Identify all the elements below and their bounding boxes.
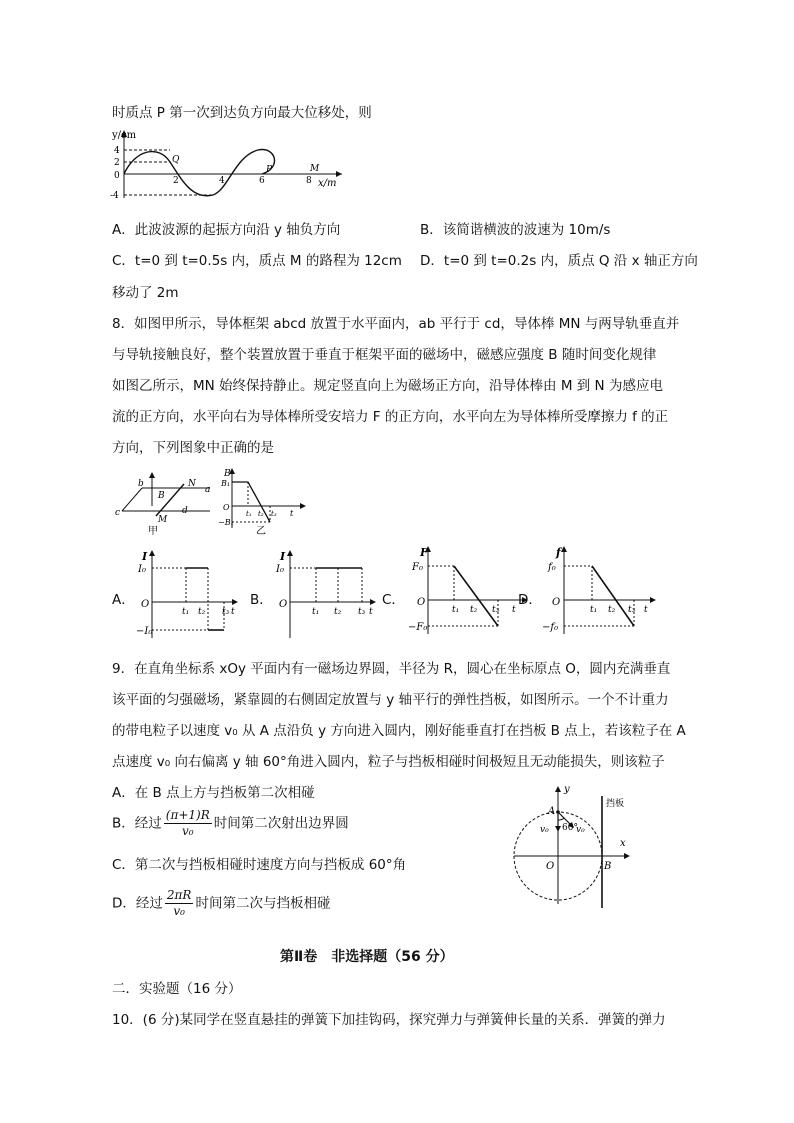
svg-text:t₃: t₃: [222, 607, 230, 617]
q9-line: 该平面的匀强磁场，紧靠圆的右侧固定放置与 y 轴平行的弹性挡板，如图所示。一个不计重力: [112, 692, 669, 708]
y-tick: 2: [114, 158, 120, 168]
q8-choice-d-letter: D．: [518, 592, 542, 608]
figure-yi: [218, 466, 308, 538]
q7-option-d-cont: 移动了 2m: [112, 285, 179, 301]
q9-line: 点速度 v₀ 向右偏离 y 轴 60°角进入圆内，粒子与挡板相碰时间极短且无动能损失，则该粒子: [112, 754, 665, 770]
wave-labels: [110, 130, 337, 201]
svg-text:O: O: [546, 861, 555, 872]
q8-choice-b-letter: B．: [250, 592, 273, 608]
q8-graph-b: [276, 548, 378, 640]
section-heading: 二．实验题（16 分）: [112, 981, 242, 997]
x-tick: 4: [219, 176, 225, 186]
svg-text:t: t: [231, 607, 235, 617]
q7-option-d: D．t=0 到 t=0.2s 内，质点 Q 沿 x 轴正方向: [420, 253, 698, 269]
svg-text:t: t: [512, 605, 516, 615]
svg-text:t₃: t₃: [492, 605, 500, 615]
q9-option-b: B．经过 $\frac{(\pi+1)R}{\text{v₀}}$ 时间第二次射出边界圆: [112, 808, 349, 838]
svg-text:I: I: [142, 550, 148, 563]
svg-text:t₂: t₂: [334, 607, 342, 617]
svg-text:B: B: [224, 469, 231, 479]
svg-text:B: B: [158, 491, 165, 501]
svg-text:v₀: v₀: [540, 825, 549, 835]
q7-option-c: C．t=0 到 t=0.5s 内，质点 M 的路程为 12cm: [112, 253, 402, 269]
q8-line: 8．如图甲所示，导体框架 abcd 放置于水平面内，ab 平行于 cd，导体棒 MN 与两导轨垂直并: [112, 316, 680, 332]
svg-text:t₁: t₁: [182, 607, 190, 617]
svg-text:−f₀: −f₀: [542, 622, 559, 633]
q9-figure: [510, 782, 650, 912]
q8-graph-d: [542, 544, 660, 636]
q8-line: 流的正方向，水平向右为导体棒所受安培力 F 的正方向，水平向左为导体棒所受摩擦力 f 的正: [112, 409, 669, 425]
svg-text:t₃: t₃: [358, 607, 366, 617]
q7-option-a: A．此波波源的起振方向沿 y 轴负方向: [112, 222, 341, 238]
y-tick: 0: [114, 171, 120, 181]
wave-graph: [110, 128, 350, 200]
svg-text:c: c: [115, 508, 121, 518]
svg-text:b: b: [138, 479, 144, 489]
x-tick: 2: [173, 176, 179, 186]
svg-text:f₀: f₀: [548, 562, 556, 573]
svg-text:d: d: [182, 506, 188, 516]
svg-text:I: I: [280, 550, 286, 563]
x-tick: 6: [259, 176, 265, 186]
x-axis-label: x/m: [318, 178, 337, 189]
svg-text:F: F: [420, 546, 428, 559]
svg-text:t₁: t₁: [452, 605, 460, 615]
svg-text:O: O: [141, 599, 150, 610]
y-axis-label: y/cm: [112, 130, 137, 141]
y-tick: -4: [110, 191, 119, 201]
svg-text:O: O: [279, 599, 288, 610]
svg-text:乙: 乙: [256, 526, 266, 537]
svg-text:F₀: F₀: [412, 562, 423, 573]
svg-text:O: O: [552, 597, 561, 608]
q8-line: 如图乙所示，MN 始终保持静止。规定竖直向上为磁场正方向，沿导体棒由 M 到 N 为感应电: [112, 378, 663, 394]
svg-text:−B₁: −B₁: [218, 518, 234, 527]
q8-graph-c: [408, 544, 532, 636]
svg-text:v₀: v₀: [576, 825, 585, 835]
svg-text:t₂: t₂: [608, 605, 616, 615]
y-tick: 4: [114, 146, 120, 156]
q10-line: 10．(6 分)某同学在竖直悬挂的弹簧下加挂钩码，探究弹力与弹簧伸长量的关系．弹簧的弹力: [112, 1012, 666, 1028]
svg-text:y: y: [564, 784, 570, 795]
q9-option-c: C．第二次与挡板相碰时速度方向与挡板成 60°角: [112, 857, 407, 873]
q9-line: 9．在直角坐标系 xOy 平面内有一磁场边界圆，半径为 R，圆心在坐标原点 O，圆内充满垂直: [112, 661, 671, 677]
point-m-label: M: [310, 164, 320, 174]
svg-text:t₃: t₃: [271, 510, 277, 518]
svg-text:a: a: [205, 485, 211, 495]
svg-text:t: t: [290, 509, 294, 518]
q8-line: 方向，下列图象中正确的是: [112, 440, 274, 456]
q8-choice-a-letter: A．: [112, 592, 135, 608]
svg-text:x: x: [620, 838, 626, 849]
wave-curve: [124, 150, 274, 196]
x-tick: 8: [306, 176, 312, 186]
point-p-label: P: [266, 165, 273, 175]
q7-option-b: B．该简谐横波的波速为 10m/s: [420, 222, 611, 238]
svg-text:N: N: [188, 479, 196, 489]
svg-text:t: t: [369, 607, 373, 617]
q8-choice-c-letter: C．: [382, 592, 405, 608]
q9-line: 的带电粒子以速度 v₀ 从 A 点沿负 y 方向进入圆内，刚好能垂直打在挡板 B 点上，若该粒子在 A: [112, 723, 686, 739]
svg-text:I₀: I₀: [276, 564, 284, 575]
svg-text:甲: 甲: [148, 526, 158, 537]
q9-option-d: D．经过 $\frac{2\pi R}{\text{v₀}}$ 时间第二次与挡板相碰: [112, 888, 331, 918]
svg-text:A: A: [548, 806, 556, 817]
fraction: $\frac{(\pi+1)R}{\text{v₀}}$: [165, 808, 210, 838]
part-ii-title: 第Ⅱ卷 非选择题（56 分）: [280, 949, 454, 965]
svg-text:−F₀: −F₀: [408, 622, 428, 633]
q9-option-a: A．在 B 点上方与挡板第二次相碰: [112, 785, 315, 801]
svg-text:t₂: t₂: [198, 607, 206, 617]
svg-text:O: O: [417, 597, 426, 608]
svg-text:t₁: t₁: [312, 607, 320, 617]
svg-text:O: O: [223, 503, 230, 512]
q7-stem-tail: 时质点 P 第一次到达负方向最大位移处，则: [112, 105, 372, 121]
point-q-label: Q: [172, 155, 180, 165]
svg-text:t: t: [644, 605, 648, 615]
svg-text:B: B: [604, 861, 612, 872]
svg-text:B₁: B₁: [221, 479, 231, 488]
fraction: $\frac{2\pi R}{\text{v₀}}$: [166, 888, 192, 918]
figure-jia: [112, 466, 218, 538]
svg-text:f: f: [556, 546, 561, 559]
svg-text:t₂: t₂: [258, 510, 264, 518]
svg-text:−I₀: −I₀: [136, 626, 153, 637]
svg-text:挡板: 挡板: [606, 799, 625, 809]
q8-graph-a: [138, 548, 240, 640]
svg-text:I₀: I₀: [138, 564, 146, 575]
svg-text:t₁: t₁: [590, 605, 598, 615]
svg-text:t₂: t₂: [470, 605, 478, 615]
svg-text:M: M: [158, 515, 168, 525]
q8-line: 与导轨接触良好，整个装置放置于垂直于框架平面的磁场中，磁感应强度 B 随时间变化规律: [112, 347, 657, 363]
svg-text:t₁: t₁: [246, 510, 252, 518]
svg-text:60°: 60°: [562, 823, 578, 833]
svg-text:t₃: t₃: [628, 605, 636, 615]
